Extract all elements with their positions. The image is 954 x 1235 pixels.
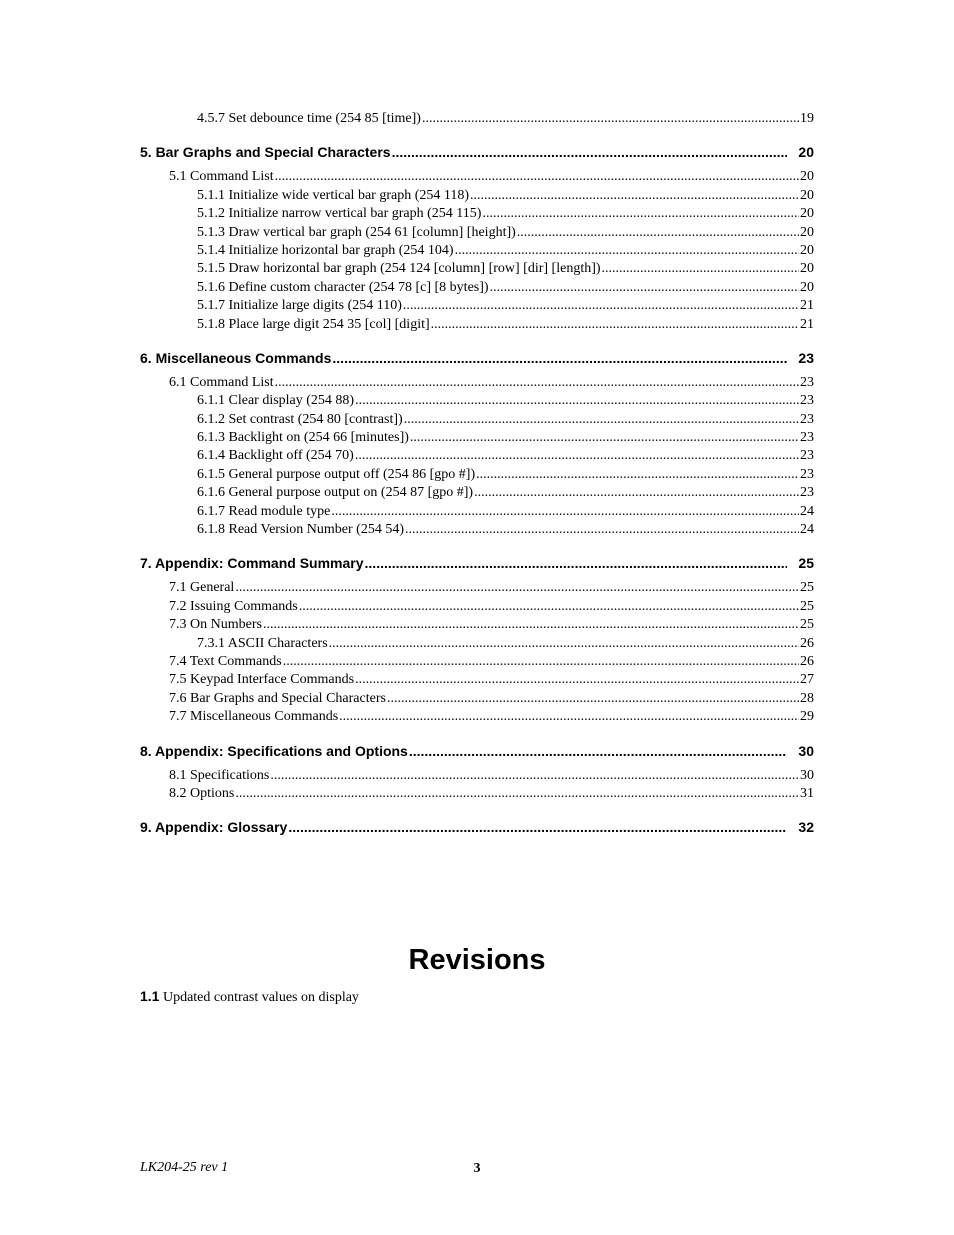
footer-page-number: 3 xyxy=(473,1161,481,1176)
toc-entry-title: 5. Bar Graphs and Special Characters xyxy=(140,144,391,161)
toc-dot-leader xyxy=(339,708,799,726)
toc-entry-title: 7.5 Keypad Interface Commands xyxy=(169,672,355,688)
toc-dot-leader xyxy=(299,598,799,616)
toc-dot-leader xyxy=(470,187,799,205)
toc-entry-title: 5.1.7 Initialize large digits (254 110) xyxy=(197,298,402,314)
toc-entry-page: 20 xyxy=(800,279,814,295)
toc-entry-title: 5.1.3 Draw vertical bar graph (254 61 [column] [height]) xyxy=(197,224,516,240)
toc-section-entry[interactable] xyxy=(140,374,814,392)
toc-dot-leader xyxy=(288,817,787,837)
toc-section-entry[interactable] xyxy=(140,260,814,278)
toc-dot-leader xyxy=(422,110,799,128)
toc-entry-title: 5.1.6 Define custom character (254 78 [c] [8 bytes]) xyxy=(197,279,489,295)
toc-dot-leader xyxy=(405,521,799,539)
toc-section-entry[interactable] xyxy=(140,392,814,410)
toc-section-entry[interactable] xyxy=(140,671,814,689)
toc-entry-page: 20 xyxy=(800,187,814,203)
toc-entry-title: 6. Miscellaneous Commands xyxy=(140,349,332,366)
toc-entry-title: 5.1.2 Initialize narrow vertical bar graph (254 115) xyxy=(197,206,482,222)
toc-chapter-entry[interactable] xyxy=(140,553,814,573)
toc-dot-leader xyxy=(517,224,799,242)
toc-entry-title: 7.7 Miscellaneous Commands xyxy=(169,709,339,725)
toc-entry-page: 20 xyxy=(800,224,814,240)
toc-section-entry[interactable] xyxy=(140,598,814,616)
toc-entry-page: 29 xyxy=(800,709,814,725)
toc-section-entry[interactable] xyxy=(140,785,814,803)
toc-entry-title: 8.1 Specifications xyxy=(169,767,270,783)
toc-entry-title: 8. Appendix: Specifications and Options xyxy=(140,742,408,759)
toc-dot-leader xyxy=(365,553,788,573)
toc-entry-title: 5.1.1 Initialize wide vertical bar graph (254 118) xyxy=(197,187,469,203)
toc-entry-title: 7.3 On Numbers xyxy=(169,617,262,633)
toc-dot-leader xyxy=(355,447,799,465)
toc-entry-page: 20 xyxy=(800,206,814,222)
toc-dot-leader xyxy=(275,374,799,392)
toc-entry-title: 5.1 Command List xyxy=(169,169,274,185)
toc-entry-title: 6.1.3 Backlight on (254 66 [minutes]) xyxy=(197,430,409,446)
toc-entry-page: 24 xyxy=(800,503,814,519)
toc-dot-leader xyxy=(403,297,799,315)
toc-entry-title: 6.1.2 Set contrast (254 80 [contrast]) xyxy=(197,411,403,427)
toc-dot-leader xyxy=(409,741,788,761)
toc-entry-page: 27 xyxy=(800,672,814,688)
toc-entry-page: 20 xyxy=(800,242,814,258)
toc-dot-leader xyxy=(602,260,799,278)
toc-entry-page: 31 xyxy=(800,785,814,801)
toc-dot-leader xyxy=(476,466,799,484)
table-of-contents xyxy=(140,110,814,843)
toc-section-entry[interactable] xyxy=(140,297,814,315)
toc-section-entry[interactable] xyxy=(140,224,814,242)
toc-chapter-entry[interactable] xyxy=(140,142,814,162)
toc-chapter-entry[interactable] xyxy=(140,741,814,761)
toc-section-entry[interactable] xyxy=(140,242,814,260)
toc-entry-title: 9. Appendix: Glossary xyxy=(140,819,288,836)
toc-section-entry[interactable] xyxy=(140,187,814,205)
toc-entry-title: 6.1.8 Read Version Number (254 54) xyxy=(197,522,404,538)
toc-entry-page: 23 xyxy=(800,430,814,446)
toc-entry-page: 23 xyxy=(800,411,814,427)
toc-dot-leader xyxy=(482,205,799,223)
toc-section-entry[interactable] xyxy=(140,579,814,597)
toc-dot-leader xyxy=(455,242,799,260)
toc-entry-title: 5.1.5 Draw horizontal bar graph (254 124 [column] [row] [dir] [length]) xyxy=(197,261,601,277)
toc-section-entry[interactable] xyxy=(140,503,814,521)
revision-version: 1.1 xyxy=(140,988,160,1004)
toc-entry-title: 6.1.6 General purpose output on (254 87 [gpo #]) xyxy=(197,485,474,501)
toc-section-entry[interactable] xyxy=(140,708,814,726)
toc-entry-page: 26 xyxy=(800,653,814,669)
toc-chapter-entry[interactable] xyxy=(140,348,814,368)
toc-dot-leader xyxy=(490,279,799,297)
toc-entry-title: 8.2 Options xyxy=(169,785,235,801)
toc-entry-page: 20 xyxy=(798,144,814,161)
toc-entry-page: 19 xyxy=(800,111,814,126)
toc-entry-page: 21 xyxy=(800,298,814,314)
toc-entry-title: 4.5.7 Set debounce time (254 85 [time]) xyxy=(197,111,421,126)
toc-section-entry[interactable] xyxy=(140,447,814,465)
toc-entry-title: 5.1.8 Place large digit 254 35 [col] [digit] xyxy=(197,316,430,332)
toc-entry-title: 7.6 Bar Graphs and Special Characters xyxy=(169,690,386,706)
toc-dot-leader xyxy=(235,579,799,597)
toc-dot-leader xyxy=(235,785,799,803)
toc-dot-leader xyxy=(283,653,799,671)
toc-dot-leader xyxy=(404,411,799,429)
toc-entry-title: 6.1 Command List xyxy=(169,374,274,390)
toc-section-entry[interactable] xyxy=(140,411,814,429)
toc-entry-page: 25 xyxy=(800,580,814,596)
toc-entry-page: 20 xyxy=(800,169,814,185)
toc-entry-page: 30 xyxy=(798,742,814,759)
toc-entry-page: 21 xyxy=(800,316,814,332)
toc-entry-title: 6.1.5 General purpose output off (254 86 [gpo #]) xyxy=(197,466,476,482)
toc-entry-page: 30 xyxy=(800,767,814,783)
toc-entry-page: 24 xyxy=(800,522,814,538)
toc-section-entry[interactable] xyxy=(140,466,814,484)
revision-entry xyxy=(140,987,359,1007)
toc-section-entry[interactable] xyxy=(140,653,814,671)
toc-section-entry[interactable] xyxy=(140,616,814,634)
toc-section-entry[interactable] xyxy=(140,635,814,653)
toc-entry-title: 6.1.7 Read module type xyxy=(197,503,331,519)
toc-entry-page: 23 xyxy=(800,374,814,390)
toc-entry-page: 23 xyxy=(800,448,814,464)
toc-section-entry[interactable] xyxy=(140,484,814,502)
toc-entry-page: 25 xyxy=(800,617,814,633)
toc-dot-leader xyxy=(474,484,799,502)
toc-entry-page: 23 xyxy=(800,485,814,501)
toc-section-entry[interactable] xyxy=(140,429,814,447)
toc-entry-title: 6.1.1 Clear display (254 88) xyxy=(197,393,355,409)
toc-entry-title: 7.3.1 ASCII Characters xyxy=(197,635,328,651)
footer-document-id: LK204-25 rev 1 xyxy=(140,1160,229,1175)
toc-section-entry[interactable] xyxy=(140,316,814,334)
toc-entry-page: 32 xyxy=(798,819,814,836)
toc-section-entry[interactable] xyxy=(140,279,814,297)
toc-dot-leader xyxy=(387,690,799,708)
toc-entry-page: 26 xyxy=(800,635,814,651)
toc-entry-page: 23 xyxy=(800,393,814,409)
revisions-heading: Revisions xyxy=(408,944,546,976)
toc-dot-leader xyxy=(270,767,799,785)
toc-dot-leader xyxy=(331,503,799,521)
toc-dot-leader xyxy=(410,429,799,447)
toc-entry-title: 7.4 Text Commands xyxy=(169,653,282,669)
toc-entry-page: 25 xyxy=(800,598,814,614)
toc-dot-leader xyxy=(355,392,799,410)
toc-entry-title: 7.2 Issuing Commands xyxy=(169,598,298,614)
toc-dot-leader xyxy=(275,168,799,186)
toc-dot-leader xyxy=(431,316,799,334)
toc-section-entry[interactable] xyxy=(140,168,814,186)
toc-entry-title: 7. Appendix: Command Summary xyxy=(140,555,364,572)
toc-section-entry[interactable] xyxy=(140,767,814,785)
toc-entry-title: 7.1 General xyxy=(169,580,235,596)
toc-section-entry[interactable] xyxy=(140,110,814,128)
toc-entry-page: 28 xyxy=(800,690,814,706)
toc-chapter-entry[interactable] xyxy=(140,817,814,837)
toc-dot-leader xyxy=(392,142,788,162)
toc-section-entry[interactable] xyxy=(140,205,814,223)
toc-entry-page: 23 xyxy=(800,466,814,482)
revision-description: Updated contrast values on display xyxy=(162,990,359,1005)
toc-dot-leader xyxy=(263,616,799,634)
toc-dot-leader xyxy=(329,635,799,653)
toc-entry-title: 6.1.4 Backlight off (254 70) xyxy=(197,448,354,464)
toc-entry-page: 23 xyxy=(798,349,814,366)
toc-entry-page: 25 xyxy=(798,555,814,572)
toc-entry-page: 20 xyxy=(800,261,814,277)
toc-section-entry[interactable] xyxy=(140,521,814,539)
toc-entry-title: 5.1.4 Initialize horizontal bar graph (254 104) xyxy=(197,242,454,258)
toc-dot-leader xyxy=(332,348,787,368)
toc-dot-leader xyxy=(355,671,799,689)
toc-section-entry[interactable] xyxy=(140,690,814,708)
